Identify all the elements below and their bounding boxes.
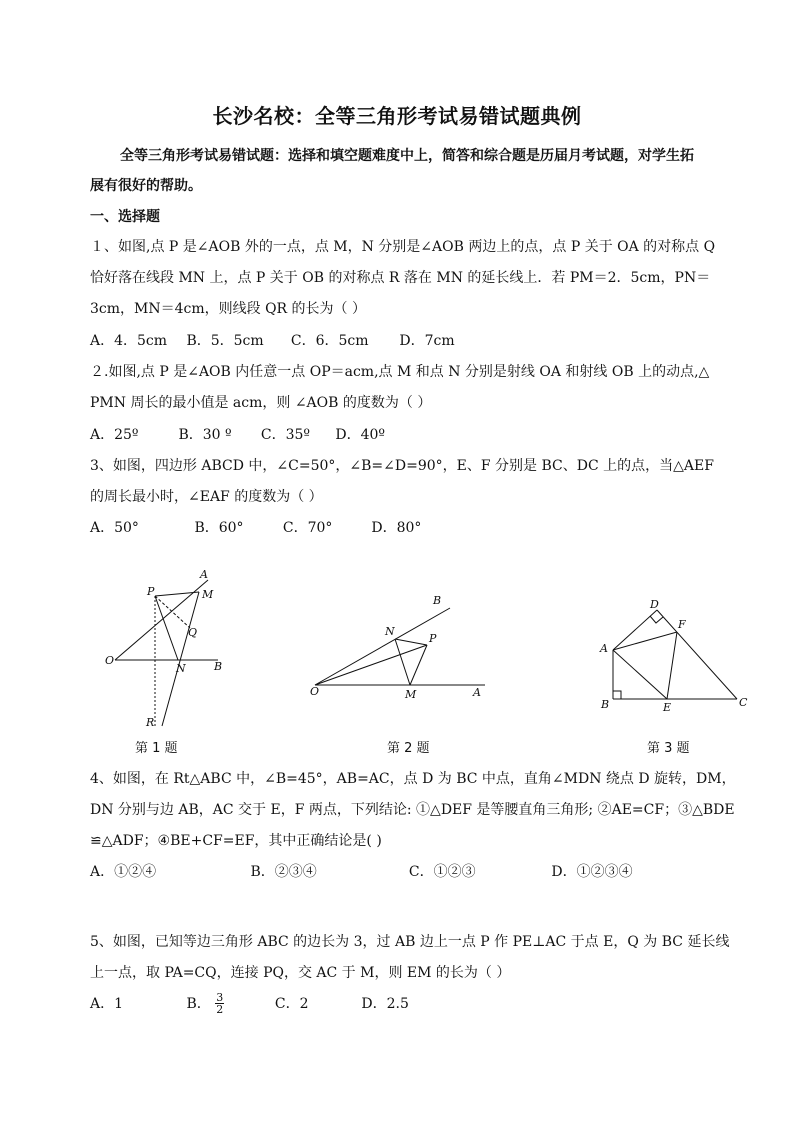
q2-option-b: B．30 º <box>178 427 232 443</box>
q1-option-b: B．5．5cm <box>186 333 264 349</box>
fig2-seg-np <box>395 639 427 645</box>
fig3-label-d: D <box>650 598 659 611</box>
q5-line-1: 5、如图，已知等边三角形 ABC 的边长为 3，过 AB 边上一点 P 作 PE⊥AC 于点 E，Q 为 BC 延长线 <box>90 934 730 950</box>
q4-option-b: B．②③④ <box>250 864 317 880</box>
fig1-label-n: N <box>176 662 186 675</box>
fig1-label-p: P <box>147 585 155 598</box>
fig1-label-r: R <box>146 716 155 729</box>
q3-option-d: D．80° <box>371 520 422 536</box>
fig3-label-f: F <box>678 618 686 631</box>
fig3-label-c: C <box>739 696 748 709</box>
fig2-label-n: N <box>385 625 395 638</box>
q1-option-a: A．4．5cm <box>90 333 168 349</box>
fig2-label-m: M <box>405 688 417 700</box>
intro-line-1: 全等三角形考试易错试题：选择和填空题难度中上，简答和综合题是历届月考试题，对学生拓 <box>120 148 694 164</box>
q4-option-d: D．①②③④ <box>551 864 633 880</box>
fig2-seg-pm <box>410 645 427 685</box>
page-title: 长沙名校：全等三角形考试易错试题典例 <box>212 104 582 128</box>
q4-line-3: ≌△ADF；④BE+CF=EF，其中正确结论是( ) <box>90 833 382 849</box>
figure-2-diagram <box>305 590 495 700</box>
fig1-label-o: O <box>105 654 115 667</box>
q5-option-b-prefix: B． <box>186 995 211 1012</box>
q5-option-b-fraction <box>215 992 224 1015</box>
fig2-seg-op <box>315 645 427 685</box>
figure-1-caption: 第 1 题 <box>135 741 178 756</box>
q2-option-d: D．40º <box>335 427 385 443</box>
q4-option-a: A．①②④ <box>90 864 157 880</box>
q3-option-a: A．50° <box>90 520 139 536</box>
q5-fraction-numerator: 3 <box>216 991 224 1004</box>
fig1-label-a: A <box>200 568 208 581</box>
q5-line-2: 上一点，取 PA=CQ，连接 PQ，交 AC 于 M，则 EM 的长为（ ） <box>90 965 511 981</box>
q2-options <box>90 424 385 444</box>
fig3-label-a: A <box>600 642 608 655</box>
q5-option-b <box>186 992 270 1015</box>
q5-option-c: C．2 <box>274 995 309 1012</box>
q2-line-1: ２.如图,点 P 是∠AOB 内任意一点 OP＝acm,点 M 和点 N 分别是射线 OA 和射线 OB 上的动点,△ <box>90 364 710 380</box>
q1-line-2: 恰好落在线段 MN 上，点 P 关于 OB 的对称点 R 落在 MN 的延长线上．若 PM＝2．5cm，PN＝ <box>90 270 711 286</box>
q4-option-c: C．①②③ <box>408 864 476 880</box>
q3-line-2: 的周长最小时，∠EAF 的度数为（ ） <box>90 489 323 505</box>
q5-options <box>90 992 409 1015</box>
fig2-ray-ob <box>315 608 450 685</box>
figure-3-caption: 第 3 题 <box>647 741 690 756</box>
fig3-right-angle-d <box>650 616 663 623</box>
fig3-seg-ef <box>667 632 677 699</box>
fig1-label-m: M <box>202 588 214 601</box>
intro-line-2: 展有很好的帮助。 <box>90 178 202 194</box>
fig1-label-b: B <box>214 660 223 673</box>
q4-line-2: DN 分别与边 AB，AC 交于 E，F 两点，下列结论: ①△DEF 是等腰直角三角形; ②AE=CF；③△BDE <box>90 802 735 818</box>
figure-2-caption: 第 2 题 <box>387 741 430 756</box>
fig2-label-o: O <box>310 685 320 698</box>
q2-line-2: PMN 周长的最小值是 acm，则 ∠AOB 的度数为（ ） <box>90 395 432 411</box>
q3-option-b: B．60° <box>194 520 244 536</box>
q3-options <box>90 517 421 537</box>
q2-option-c: C．35º <box>260 427 311 443</box>
fig1-line-mr <box>162 592 199 726</box>
q1-option-d: D．7cm <box>399 333 455 349</box>
fig3-label-b: B <box>601 698 610 711</box>
fig3-right-angle-b <box>613 691 621 699</box>
q4-line-1: 4、如图，在 Rt△ABC 中，∠B=45°，AB=AC，点 D 为 BC 中点，直角∠MDN 绕点 D 旋转，DM， <box>90 771 736 787</box>
q1-line-3: 3cm，MN＝4cm，则线段 QR 的长为（ ） <box>90 301 367 317</box>
section-heading-choice: 一、选择题 <box>90 209 160 225</box>
q1-line-1: １、如图,点 P 是∠AOB 外的一点，点 M，N 分别是∠AOB 两边上的点，点 P 关于 OA 的对称点 Q <box>90 239 716 255</box>
q2-option-a: A．25º <box>90 427 139 443</box>
fig2-label-b: B <box>433 594 442 607</box>
figure-1-diagram <box>100 568 240 733</box>
fig1-seg-pn <box>155 596 178 660</box>
fig2-label-p: P <box>429 632 437 645</box>
q5-option-d: D．2.5 <box>361 995 409 1012</box>
q1-option-c: C．6．5cm <box>290 333 369 349</box>
fig1-label-q: Q <box>188 626 198 639</box>
figure-3-diagram <box>595 598 755 716</box>
fig2-label-a: A <box>473 686 481 699</box>
q1-options <box>90 330 455 350</box>
q5-option-a: A．1 <box>90 995 124 1012</box>
q4-options <box>90 861 633 881</box>
q3-line-1: 3、如图，四边形 ABCD 中，∠C=50°，∠B=∠D=90°，E、F 分别是 BC、DC 上的点，当△AEF <box>90 458 714 474</box>
fig3-label-e: E <box>663 701 672 714</box>
q5-fraction-denominator: 2 <box>216 1003 224 1016</box>
fig2-seg-mn <box>395 639 410 685</box>
q3-option-c: C．70° <box>282 520 333 536</box>
